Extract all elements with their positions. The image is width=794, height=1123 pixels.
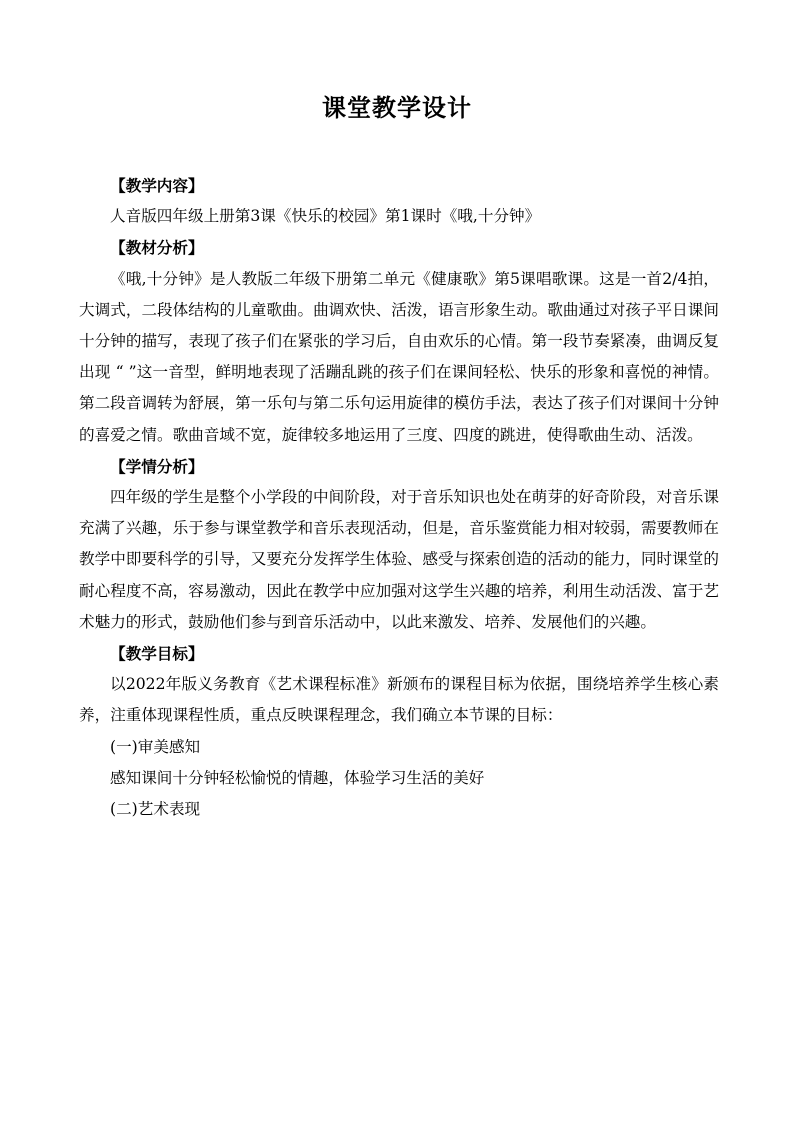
section-heading-content: 【教学内容】: [110, 176, 204, 195]
students-paragraph: 四年级的学生是整个小学段的中间阶段，对于音乐知识也处在萌芽的好奇阶段，对音乐课充满了兴趣，乐于参与课堂教学和音乐表现活动，但是，音乐鉴赏能力相对较弱，需要教师在教学中即要科学的引导，又要充分发挥学生体验、感受与探索创造的活动的能力，同时课堂的耐心程度不高，容易激动，因此在教学中应加强对这学生兴趣的培养，利用生动活泼、富于艺术魅力的形式，鼓励他们参与到音乐活动中，以此来激发、培养、发展他们的兴趣。: [79, 488, 719, 631]
content-paragraph: 人音版四年级上册第3课《快乐的校园》第1课时《哦,十分钟》: [110, 207, 541, 226]
goal-item-label-aesthetic: (一)审美感知: [110, 737, 201, 756]
section-heading-students: 【学情分析】: [110, 456, 204, 476]
document-body: [79, 170, 719, 825]
goal-item-label-expression: (二)艺术表现: [110, 800, 201, 819]
section-heading-goals: 【教学目标】: [110, 644, 204, 664]
goals-paragraph: 以2022年版义务教育《艺术课程标准》新颁布的课程目标为依据，围绕培养学生核心素养，注重体现课程性质，重点反映课程理念，我们确立本节课的目标：: [79, 675, 719, 725]
document-title: 课堂教学设计: [322, 93, 472, 122]
material-paragraph: 《哦,十分钟》是人教版二年级下册第二单元《健康歌》第5课唱歌课。这是一首2/4拍，大调式，二段体结构的儿童歌曲。曲调欢快、活泼，语言形象生动。歌曲通过对孩子平日课间十分钟的描写，表现了孩子们在紧张的学习后，自由欢乐的心情。第一段节奏紧凑，曲调反复出现 “ ”这一音型，鲜明地表现了活蹦乱跳的孩子们在课间轻松、快乐的形象和喜悦的神情。第二段音调转为舒展，第一乐句与第二乐句运用旋律的模仿手法，表达了孩子们对课间十分钟的喜爱之情。歌曲音域不宽，旋律较多地运用了三度、四度的跳进，使得歌曲生动、活泼。: [79, 269, 719, 444]
section-heading-material: 【教材分析】: [110, 238, 204, 258]
goal-item-text-aesthetic: 感知课间十分钟轻松愉悦的情趣，体验学习生活的美好: [110, 768, 485, 787]
